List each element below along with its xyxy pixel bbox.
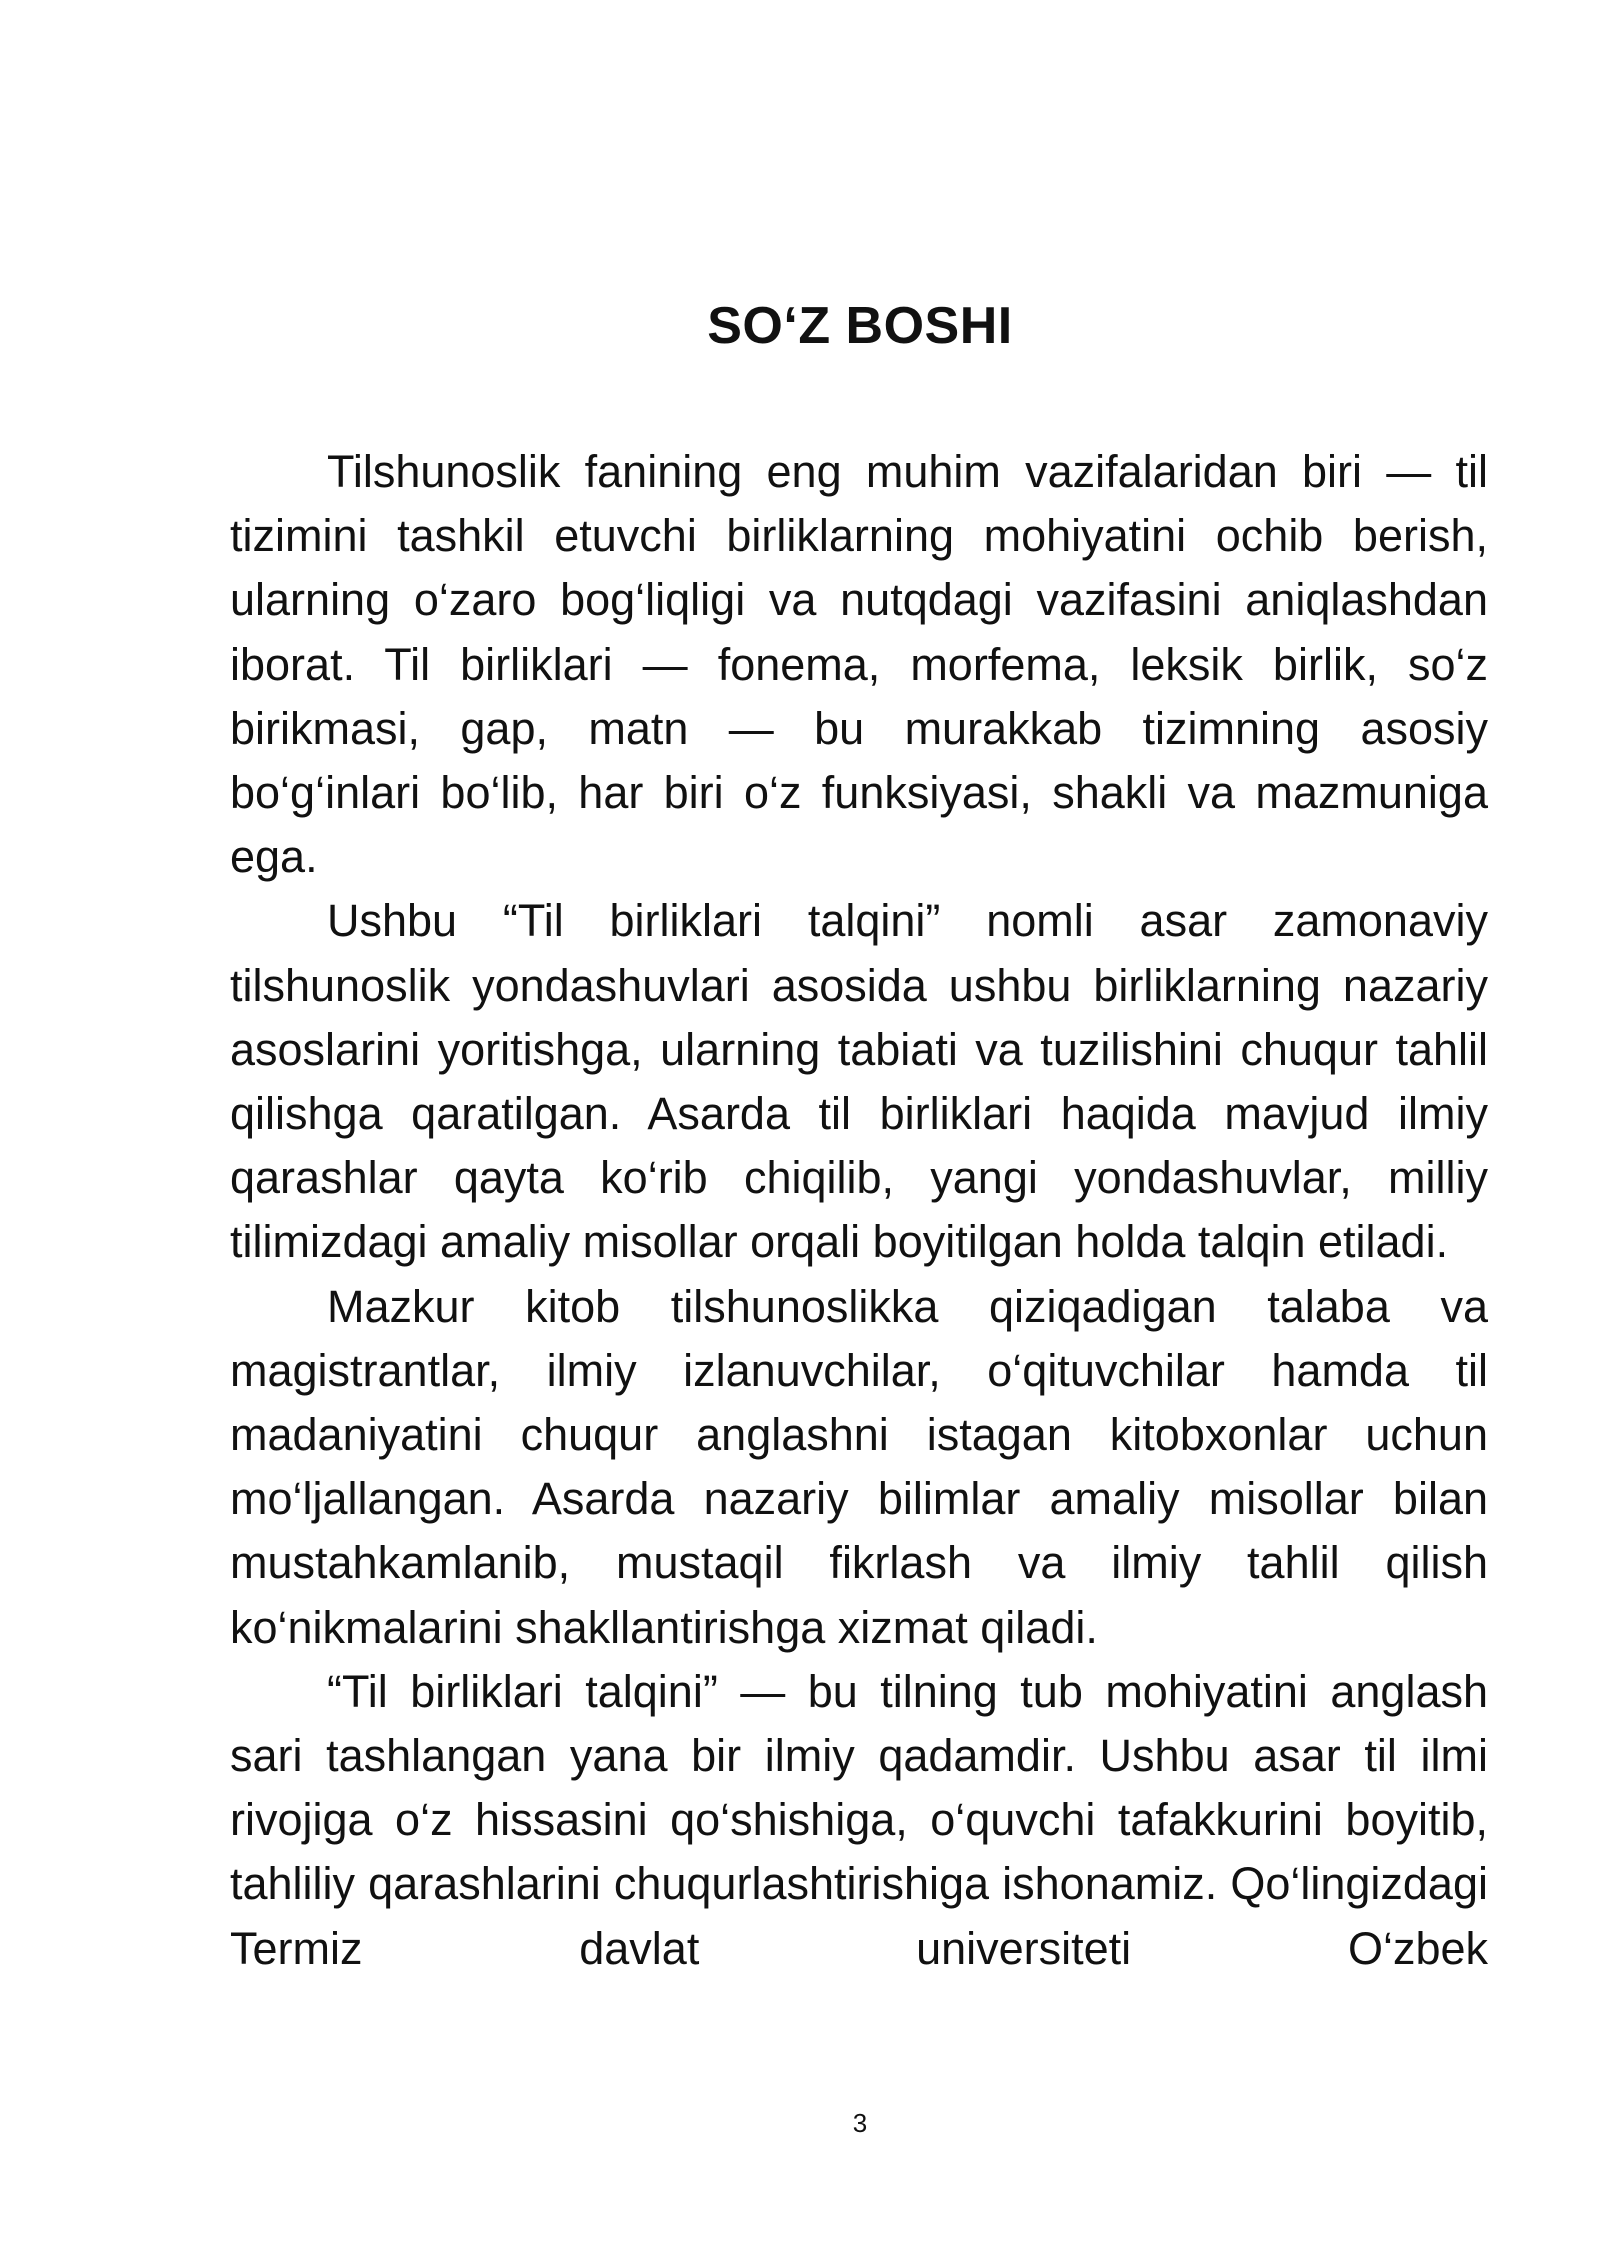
page-title: SO‘Z BOSHI [707,297,1013,355]
body-text [230,440,1488,1981]
page-number: 3 [852,2108,868,2138]
paragraph: “Til birliklari talqini” — bu tilning tub mohiyatini anglash sari tashlangan yana bir ilmiy qadamdir. Ushbu asar til ilmi rivojiga o‘z hissasini qo‘shishiga, o‘quvchi tafakkurini boyitib, tahliliy qarashlarini chuqurlashtirishiga ishonamiz. Qo‘lingizdagi Termiz davlat universiteti O‘zbek [230,1665,1488,1974]
paragraph: Tilshunoslik fanining eng muhim vazifalaridan biri — til tizimini tashkil etuvchi birliklarning mohiyatini ochib berish, ularning o‘zaro bog‘liqligi va nutqdagi vazifasini aniqlashdan iborat. Til birliklari — fonema, morfema, leksik birlik, so‘z birikmasi, gap, matn — bu murakkab tizimning asosiy bo‘g‘inlari bo‘lib, har biri o‘z funksiyasi, shakli va mazmuniga ega. [230,446,1488,883]
paragraph: Ushbu “Til birliklari talqini” nomli asar zamonaviy tilshunoslik yondashuvlari asosida ushbu birliklarning nazariy asoslarini yoritishga, ularning tabiati va tuzilishini chuqur tahlil qilishga qaratilgan. Asarda til birliklari haqida mavjud ilmiy qarashlar qayta ko‘rib chiqilib, yangi yondashuvlar, milliy tilimizdagi amaliy misollar orqali boyitilgan holda talqin etiladi. [230,895,1488,1268]
paragraph: Mazkur kitob tilshunoslikka qiziqadigan talaba va magistrantlar, ilmiy izlanuvchilar, o‘qituvchilar hamda til madaniyatini chuqur anglashni istagan kitobxonlar uchun mo‘ljallangan. Asarda nazariy bilimlar amaliy misollar bilan mustahkamlanib, mustaqil fikrlash va ilmiy tahlil qilish ko‘nikmalarini shakllantirishga xizmat qiladi. [230,1280,1488,1653]
